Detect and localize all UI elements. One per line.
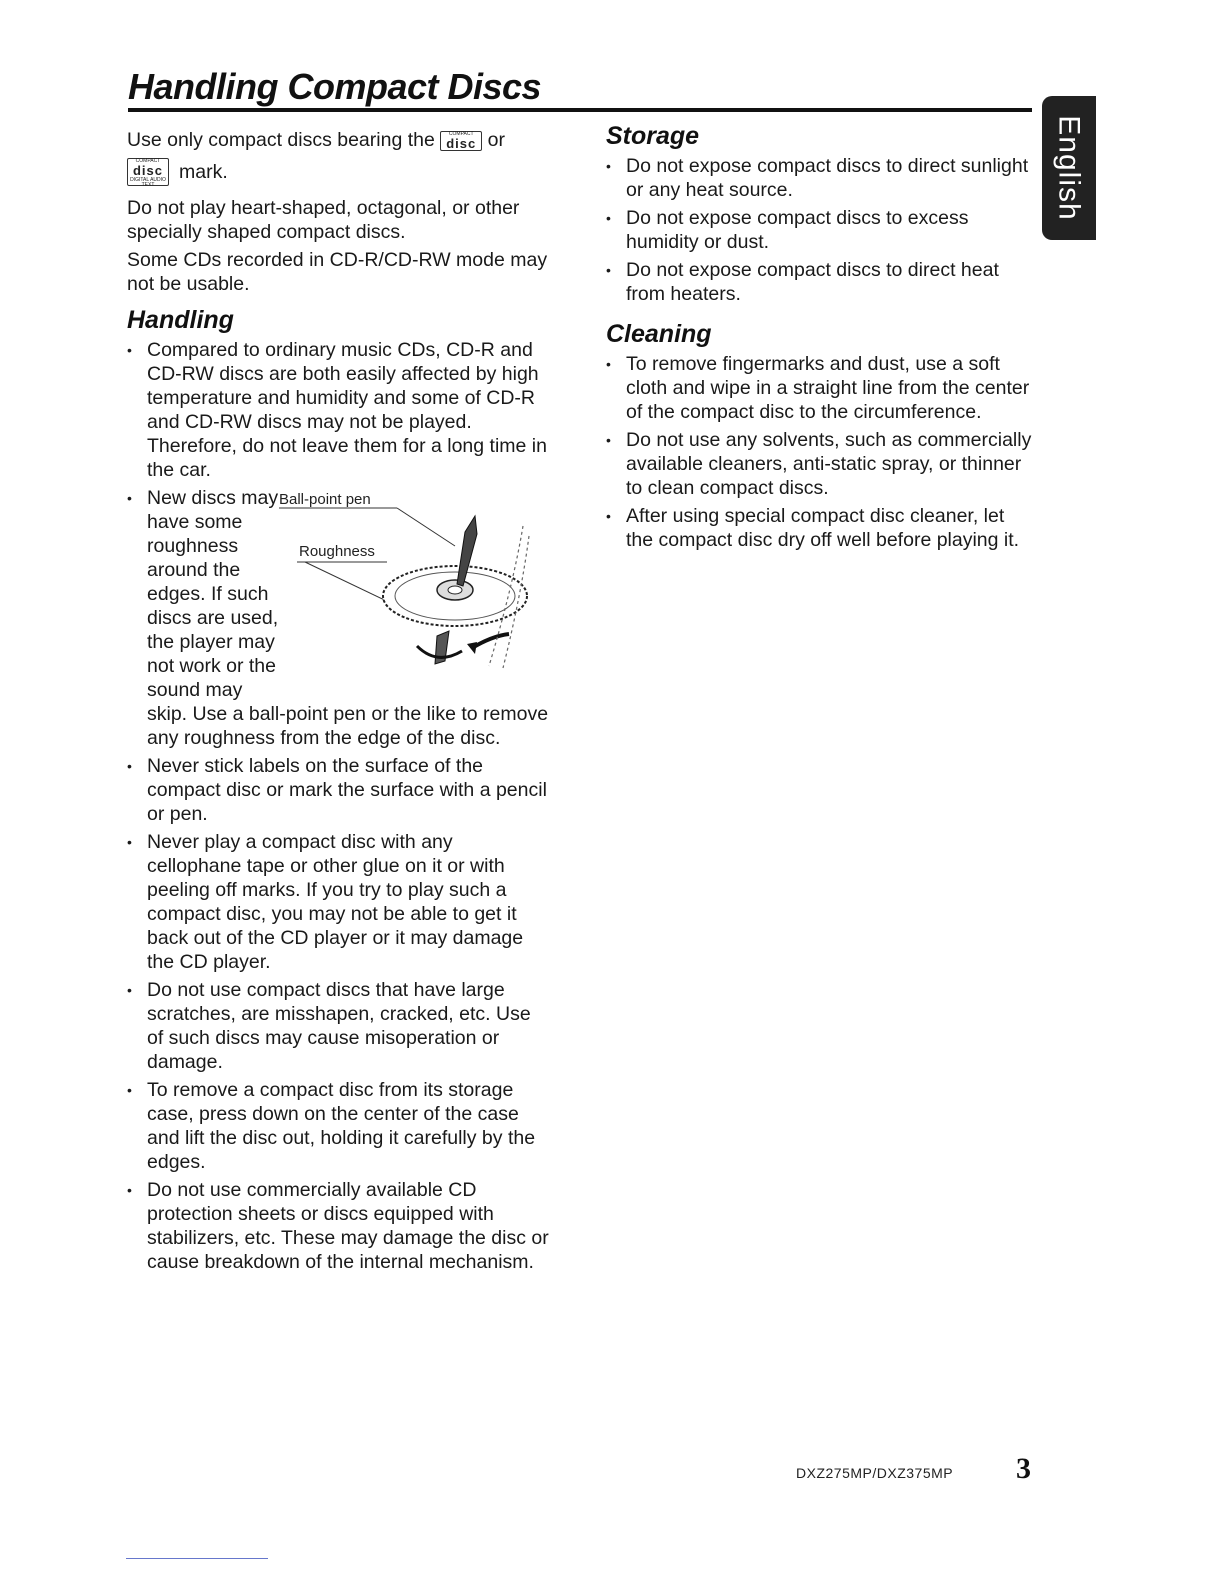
disc-roughness-illustration [277, 486, 537, 676]
handling-item-roughness [127, 486, 552, 750]
storage-list [606, 154, 1036, 306]
storage-item: • Do not expose compact discs to direct heat from heaters. [606, 258, 1036, 306]
intro-text-or: or [487, 129, 506, 151]
handling-heading: Handling [127, 306, 234, 334]
handling-item-remove: • To remove a compact disc from its storage case, press down on the center of the case and lift the disc out, holding it carefully by the edges. [127, 1078, 552, 1174]
handling-item-labels: • Never stick labels on the surface of the compact disc or mark the surface with a pencil or pen. [127, 754, 552, 826]
intro-text-mark: mark. [179, 161, 228, 183]
intro-line-2 [127, 158, 552, 186]
intro-line-1 [127, 128, 552, 152]
handling-list [127, 338, 552, 1274]
roughness-text-part1: • New discs may have some roughness around the edges. If such discs are used, the player may not work or the sound may [147, 487, 279, 701]
intro-paragraph-cdr: Some CDs recorded in CD-R/CD-RW mode may not be usable. [127, 249, 548, 295]
title-rule [128, 108, 1032, 112]
language-tab-label: English [1053, 115, 1086, 221]
handling-item-scratches: • Do not use compact discs that have large scratches, are misshapen, cracked, etc. Use of such discs may cause misoperation or damage. [127, 978, 552, 1074]
bottom-rule [126, 1558, 268, 1559]
model-number: DXZ275MP/DXZ375MP [796, 1465, 954, 1481]
page-title: Handling Compact Discs [128, 66, 542, 107]
roughness-text-part2: skip. Use a ball-point pen or the like to remove any roughness from the edge of the disc. [147, 703, 549, 749]
storage-item: • Do not expose compact discs to direct sunlight or any heat source. [606, 154, 1036, 202]
language-tab [1042, 96, 1096, 240]
compact-disc-text-logo: COMPACT disc DIGITAL AUDIO TEXT [127, 158, 169, 186]
cleaning-item: • To remove fingermarks and dust, use a soft cloth and wipe in a straight line from the center of the compact disc to the circumference. [606, 352, 1036, 424]
intro-text-before-logo: Use only compact discs bearing the [127, 129, 435, 151]
roughness-label: Roughness [299, 543, 375, 560]
handling-item-cdr: • Compared to ordinary music CDs, CD-R and CD-RW discs are both easily affected by high temperature and humidity and some of CD-R and CD-RW discs may not be played. Therefore, do not leave them for a long time in the car. [127, 338, 552, 482]
cleaning-list [606, 352, 1036, 552]
compact-disc-digital-audio-logo: COMPACT disc [440, 131, 482, 151]
handling-item-tape: • Never play a compact disc with any cellophane tape or other glue on it or with peeling off marks. If you try to play such a compact disc, you may not be able to get it back out of the CD player or it may damage the CD player. [127, 830, 552, 974]
intro-paragraph-shapes: Do not play heart-shaped, octagonal, or other specially shaped compact discs. [127, 197, 520, 243]
page-number: 3 [1016, 1452, 1031, 1485]
storage-heading: Storage [606, 122, 700, 150]
right-column [606, 124, 1036, 556]
storage-item: • Do not expose compact discs to excess humidity or dust. [606, 206, 1036, 254]
cleaning-heading: Cleaning [606, 320, 712, 348]
handling-item-protection-sheets: • Do not use commercially available CD protection sheets or discs equipped with stabilizers, etc. These may damage the disc or cause breakdown of the internal mechanism. [127, 1178, 552, 1274]
ball-point-pen-label: Ball-point pen [279, 491, 371, 508]
left-column [127, 128, 552, 1278]
cleaning-item: • Do not use any solvents, such as commercially available cleaners, anti-static spray, or thinner to clean compact discs. [606, 428, 1036, 500]
cleaning-item: • After using special compact disc cleaner, let the compact disc dry off well before playing it. [606, 504, 1036, 552]
